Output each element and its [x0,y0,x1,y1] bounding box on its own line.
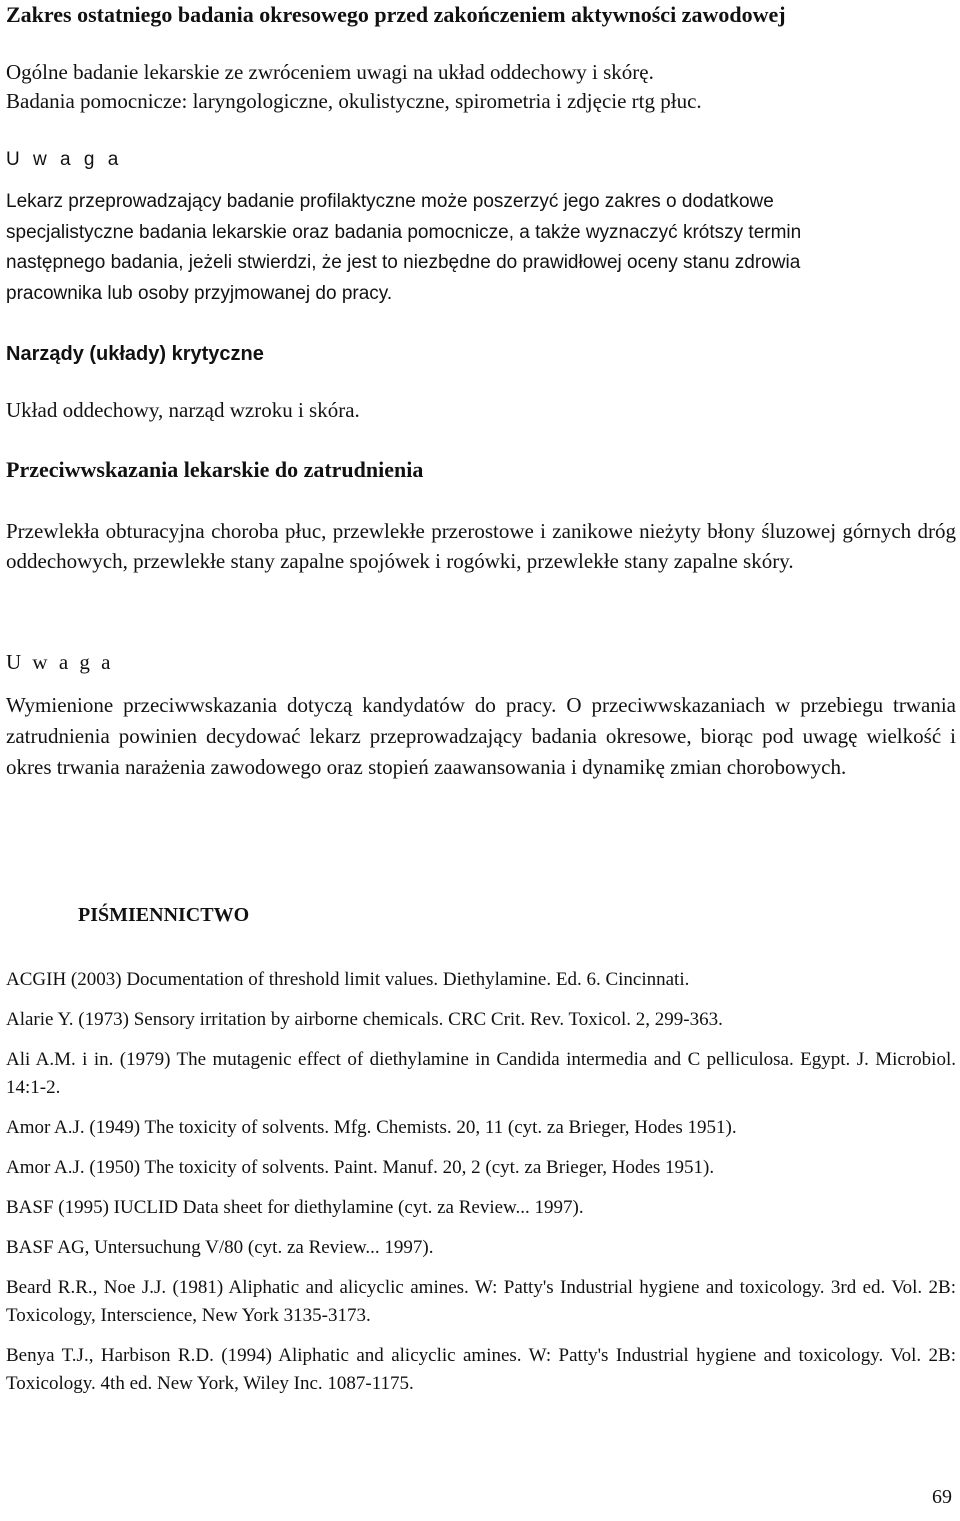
section-title: Zakres ostatniego badania okresowego przed zakończeniem aktywności zawodowej [6,2,786,27]
note-label: U w a g a [6,650,114,674]
reference-item: BASF (1995) IUCLID Data sheet for diethylamine (cyt. za Review... 1997). [6,1197,584,1218]
contraindications-heading: Przeciwwskazania lekarskie do zatrudnienia [6,457,424,482]
note-label: U w a g a [6,149,123,170]
reference-item: BASF AG, Untersuchung V/80 (cyt. za Review... 1997). [6,1237,434,1258]
reference-item: Amor A.J. (1949) The toxicity of solvents. Mfg. Chemists. 20, 11 (cyt. za Brieger, Hodes 1951). [6,1117,737,1138]
bibliography-title: PIŚMIENNICTWO [78,904,250,926]
page-number: 69 [932,1486,952,1508]
critical-organs-text: Układ oddechowy, narząd wzroku i skóra. [6,398,360,422]
note-text: Wymienione przeciwwskazania dotyczą kandydatów do pracy. O przeciwwskazaniach w przebiegu trwania zatrudnienia powinien decydować lekarz przeprowadzający badania okresowe, biorąc pod uwagę wielkość i okres trwania narażenia zawodowego oraz stopień zaawansowania i dynamikę zmian chorobowych. [6,693,956,779]
critical-organs-heading: Narządy (układy) krytyczne [6,343,264,365]
note-line: specjalistyczne badania lekarskie oraz badania pomocnicze, a także wyznaczyć krótszy termin [6,221,802,243]
note-line: Lekarz przeprowadzający badanie profilaktyczne może poszerzyć jego zakres o dodatkowe [6,191,774,212]
exam-line: Ogólne badanie lekarskie ze zwróceniem uwagi na układ oddechowy i skórę. [6,60,654,84]
reference-list [6,966,956,1410]
exam-line: Badania pomocnicze: laryngologiczne, okulistyczne, spirometria i zdjęcie rtg płuc. [6,89,702,113]
reference-item: Amor A.J. (1950) The toxicity of solvents. Paint. Manuf. 20, 2 (cyt. za Brieger, Hodes 1951). [6,1157,715,1178]
reference-item: Benya T.J., Harbison R.D. (1994) Aliphatic and alicyclic amines. W: Patty's Industrial hygiene and toxicology. Vol. 2B: Toxicology. 4th ed. New York, Wiley Inc. 1087-1175. [6,1345,956,1394]
note-text [6,187,956,309]
contraindications-text: Przewlekła obturacyjna choroba płuc, przewlekłe przerostowe i zanikowe nieżyty błony śluzowej górnych dróg oddechowych, przewlekłe stany zapalne spojówek i rogówki, przewlekłe stany zapalne skóry. [6,519,956,573]
reference-item: Ali A.M. i in. (1979) The mutagenic effect of diethylamine in Candida intermedia and C pelliculosa. Egypt. J. Microbiol. 14:1-2. [6,1049,956,1098]
reference-item: Alarie Y. (1973) Sensory irritation by airborne chemicals. CRC Crit. Rev. Toxicol. 2, 299-363. [6,1009,723,1030]
exam-scope [6,58,956,116]
reference-item: Beard R.R., Noe J.J. (1981) Aliphatic and alicyclic amines. W: Patty's Industrial hygiene and toxicology. 3rd ed. Vol. 2B: Toxicology, Interscience, New York 3135-3173. [6,1277,956,1326]
reference-item: ACGIH (2003) Documentation of threshold limit values. Diethylamine. Ed. 6. Cincinnati. [6,969,690,990]
note-line: następnego badania, jeżeli stwierdzi, że jest to niezbędne do prawidłowej oceny stanu zdrowia [6,252,801,273]
note-line: pracownika lub osoby przyjmowanej do pracy. [6,282,393,304]
